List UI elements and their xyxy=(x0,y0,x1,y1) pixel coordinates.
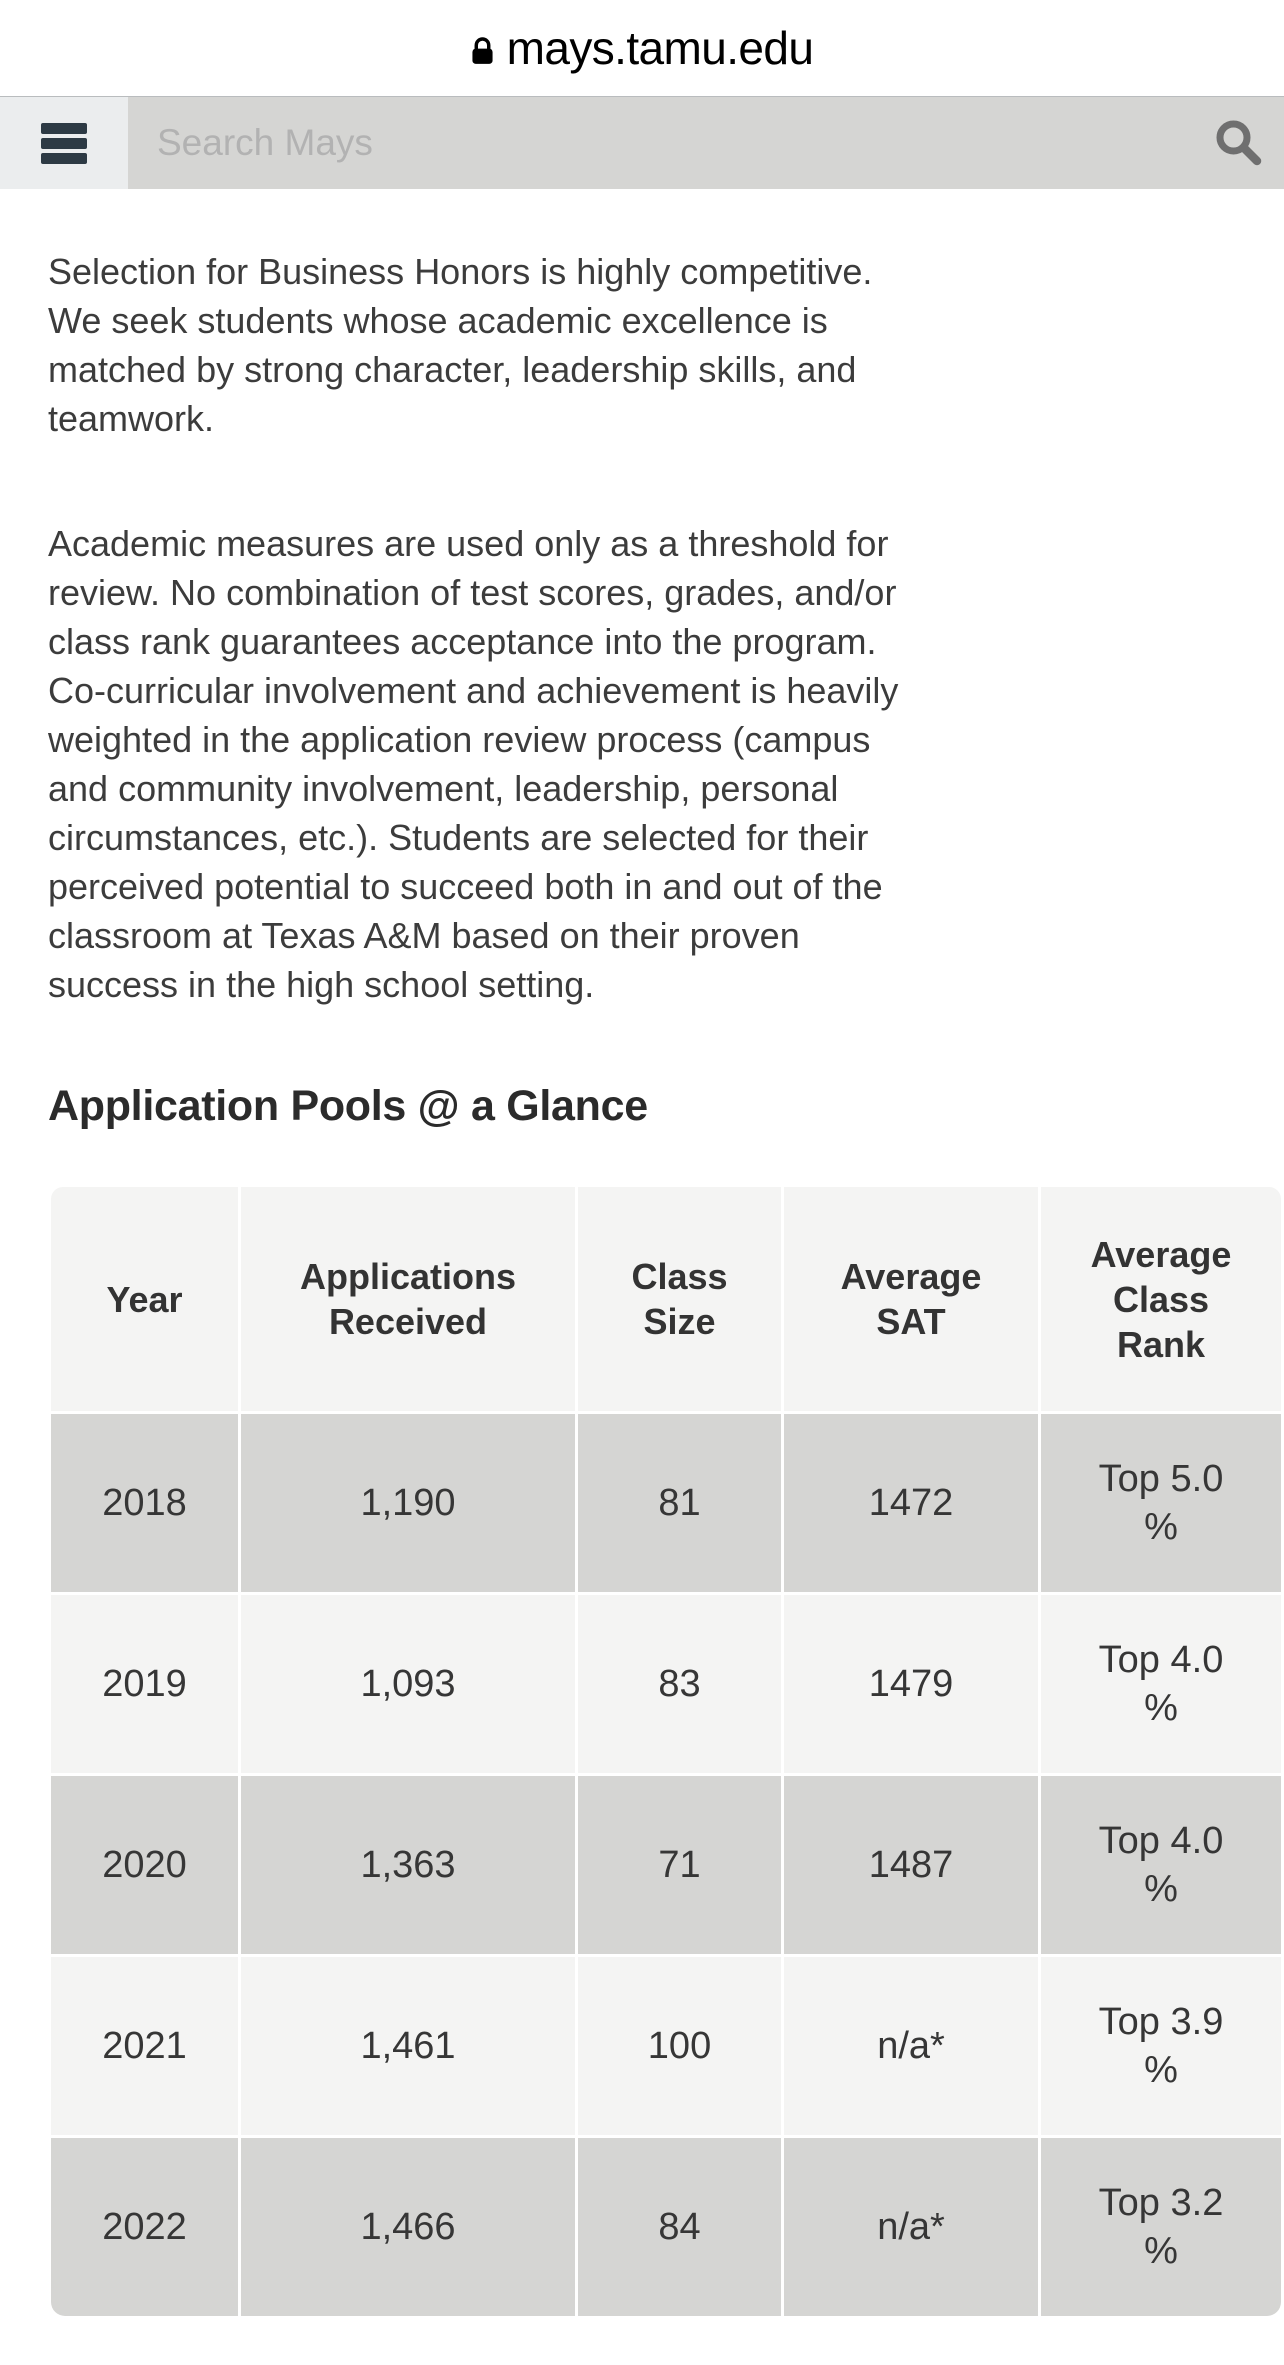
address-bar[interactable] xyxy=(0,0,1284,96)
column-header: Applications Received xyxy=(241,1187,575,1411)
table-cell: 71 xyxy=(578,1776,781,1954)
table-cell: Top 5.0 % xyxy=(1041,1414,1281,1592)
site-navbar xyxy=(0,96,1284,189)
paragraph: Academic measures are used only as a threshold for review. No combination of test scores, grades, and/or class rank guarantees acceptance into the program. Co-curricular involvement and achievement is heavily weighted in the application review process (campus and community involvement, leadership, personal circumstances, etc.). Students are selected for their perceived potential to succeed both in and out of the classroom at Texas A&M based on their proven success in the high school setting. xyxy=(48,523,899,1005)
table-cell: 81 xyxy=(578,1414,781,1592)
column-header: Average Class Rank xyxy=(1041,1187,1281,1411)
search-icon xyxy=(1214,118,1264,168)
table-row xyxy=(51,1957,1281,2135)
search-input[interactable] xyxy=(128,97,1284,189)
table-cell: 2022 xyxy=(51,2138,238,2316)
table-cell: 1487 xyxy=(784,1776,1038,1954)
table-cell: Top 3.9 % xyxy=(1041,1957,1281,2135)
table-cell: 1,190 xyxy=(241,1414,575,1592)
column-header: Average SAT xyxy=(784,1187,1038,1411)
table-row xyxy=(51,1776,1281,1954)
table-cell: n/a* xyxy=(784,1957,1038,2135)
table-cell: 1,363 xyxy=(241,1776,575,1954)
table-cell: n/a* xyxy=(784,2138,1038,2316)
table-cell: 1,466 xyxy=(241,2138,575,2316)
intro-paragraphs xyxy=(48,247,1284,1009)
hamburger-menu-icon xyxy=(41,123,87,164)
table-cell: Top 3.2 % xyxy=(1041,2138,1281,2316)
table-cell: Top 4.0 % xyxy=(1041,1595,1281,1773)
application-pools-table xyxy=(48,1184,1284,2319)
table-cell: Top 4.0 % xyxy=(1041,1776,1281,1954)
table-cell: 83 xyxy=(578,1595,781,1773)
table-cell: 1472 xyxy=(784,1414,1038,1592)
table-body xyxy=(51,1414,1281,2316)
table-cell: 1,093 xyxy=(241,1595,575,1773)
section-heading: Application Pools @ a Glance xyxy=(48,1082,648,1130)
paragraph: Selection for Business Honors is highly competitive. We seek students whose academic excellence is matched by strong character, leadership skills, and teamwork. xyxy=(48,251,873,439)
table-cell: 2020 xyxy=(51,1776,238,1954)
table-row xyxy=(51,1595,1281,1773)
table-cell: 2019 xyxy=(51,1595,238,1773)
table-cell: 1479 xyxy=(784,1595,1038,1773)
table-header xyxy=(51,1187,1281,1411)
table-cell: 2021 xyxy=(51,1957,238,2135)
table-header-row xyxy=(51,1187,1281,1411)
table-cell: 1,461 xyxy=(241,1957,575,2135)
table-row xyxy=(51,1414,1281,1592)
table-cell: 100 xyxy=(578,1957,781,2135)
table-row xyxy=(51,2138,1281,2316)
lock-icon xyxy=(471,36,494,65)
page-content xyxy=(0,247,1284,2319)
table-cell: 84 xyxy=(578,2138,781,2316)
column-header: Class Size xyxy=(578,1187,781,1411)
menu-button[interactable] xyxy=(0,97,128,189)
search-field xyxy=(128,97,1284,189)
column-header: Year xyxy=(51,1187,238,1411)
table-cell: 2018 xyxy=(51,1414,238,1592)
address-bar-domain: mays.tamu.edu xyxy=(506,22,814,74)
